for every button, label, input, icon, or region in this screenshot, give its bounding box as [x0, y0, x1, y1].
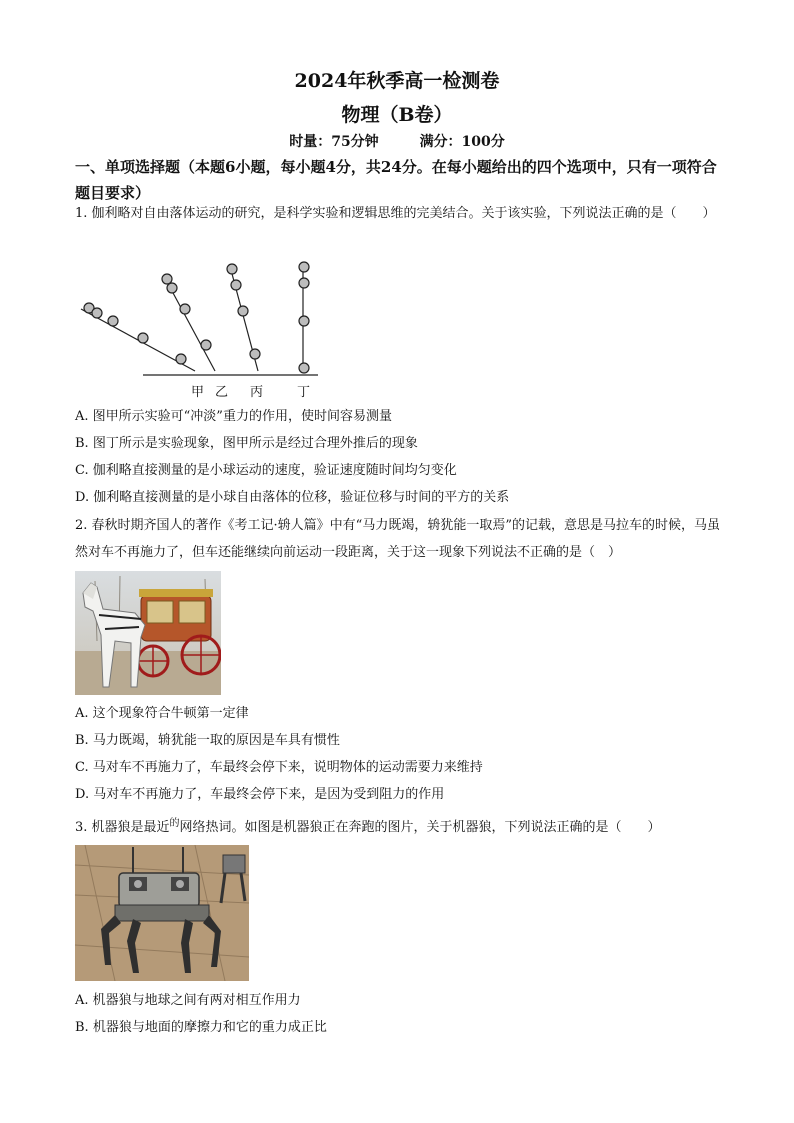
q1-option-a: A. 图甲所示实验可“冲淡”重力的作用，使时间容易测量	[75, 409, 392, 424]
q1-incline-figure	[75, 256, 325, 401]
q3-stem-superscript: 的	[169, 818, 180, 829]
ball-marker	[299, 278, 309, 288]
ball-marker	[299, 316, 309, 326]
q3-stem	[75, 814, 725, 842]
ball-marker	[227, 264, 237, 274]
exam-title: 2024年秋季高一检测卷	[294, 70, 500, 92]
q1-option-b: B. 图丁所示是实验现象，图甲所示是经过合理外推后的现象	[75, 436, 418, 451]
q2-option-b: B. 马力既竭，辀犹能一取的原因是车具有惯性	[75, 733, 340, 748]
ball-marker	[238, 306, 248, 316]
ball-marker	[180, 304, 190, 314]
ball-marker	[176, 354, 186, 364]
ball-marker	[299, 363, 309, 373]
label-yi: 乙	[215, 385, 229, 400]
section-heading: 一、单项选择题（本题6小题，每小题4分，共24分。在每小题给出的四个选项中，只有一项符合题目要求）	[75, 158, 717, 202]
q1-option-d: D. 伽利略直接测量的是小球自由落体的位移，验证位移与时间的平方的关系	[75, 490, 510, 505]
exam-subtitle: 物理（B卷）	[341, 104, 453, 126]
q2-option-c: C. 马对车不再施力了，车最终会停下来，说明物体的运动需要力来维持	[75, 760, 483, 775]
q2-option-a: A. 这个现象符合牛顿第一定律	[75, 706, 249, 721]
q3-robot-wolf-image	[75, 845, 249, 981]
exam-time: 时量：75分钟	[289, 134, 379, 150]
q1-stem: 1. 伽利略对自由落体运动的研究，是科学实验和逻辑思维的完美结合。关于该实验，下列说法正确的是（ ）	[75, 206, 716, 221]
label-ding: 丁	[297, 385, 311, 400]
label-bing: 丙	[250, 385, 264, 400]
q2-stem: 2. 春秋时期齐国人的著作《考工记·辀人篇》中有“马力既竭，辀犹能一取焉”的记载，意思是马拉车的时候，马虽然对车不再施力了，但车还能继续向前运动一段距离，关于这一现象下列说法不正确的是（ ）	[75, 518, 720, 560]
ball-marker	[201, 340, 211, 350]
q1-option-c: C. 伽利略直接测量的是小球运动的速度，验证速度随时间均匀变化	[75, 463, 457, 478]
q3-stem-part-a: 3. 机器狼是最近	[75, 820, 170, 835]
label-jia: 甲	[191, 385, 205, 400]
ball-marker	[167, 283, 177, 293]
exam-score: 满分：100分	[419, 134, 505, 150]
ball-marker	[92, 308, 102, 318]
ball-marker	[299, 262, 309, 272]
q3-stem-part-b: 网络热词。如图是机器狼正在奔跑的图片，关于机器狼，下列说法正确的是（ ）	[179, 820, 661, 835]
exam-meta	[0, 131, 794, 151]
ball-marker	[250, 349, 260, 359]
q3-option-a: A. 机器狼与地球之间有两对相互作用力	[75, 993, 301, 1008]
ball-marker	[138, 333, 148, 343]
q2-horse-carriage-image	[75, 571, 221, 695]
q3-option-b: B. 机器狼与地面的摩擦力和它的重力成正比	[75, 1020, 327, 1035]
ball-marker	[108, 316, 118, 326]
q2-option-d: D. 马对车不再施力了，车最终会停下来，是因为受到阻力的作用	[75, 787, 445, 802]
ball-marker	[231, 280, 241, 290]
ball-marker	[162, 274, 172, 284]
